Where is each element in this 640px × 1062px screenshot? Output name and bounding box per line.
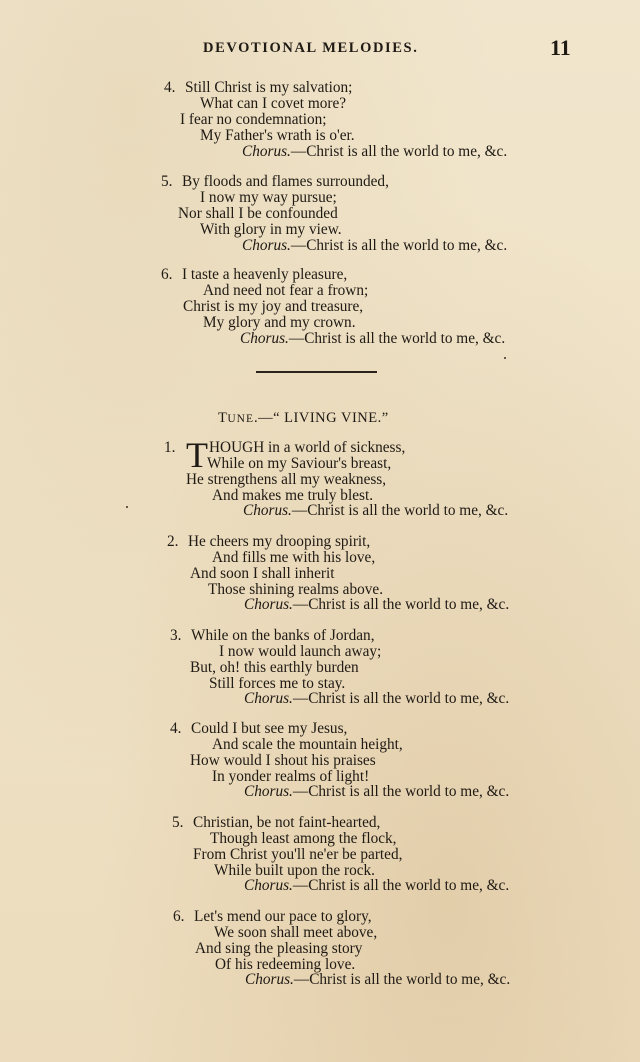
verse-line: But, oh! this earthly burden [190,659,359,676]
verse-line: And fills me with his love, [212,549,376,566]
verse-line: With glory in my view. [200,221,342,238]
chorus-text: —Christ is all the world to me, &c. [292,596,510,613]
paper-speck [504,357,506,359]
verse-line: While built upon the rock. [214,862,376,879]
verse-line: I now would launch away; [219,643,382,660]
verse-line: And scale the mountain height, [212,736,403,753]
running-title: DEVOTIONAL MELODIES. [203,40,419,56]
verse-number: 6. [161,266,173,283]
chorus-label: Chorus. [242,143,291,160]
verse-line: We soon shall meet above, [214,924,378,941]
verse-line: How would I shout his praises [190,752,376,769]
chorus-line [244,878,509,894]
chorus-label: Chorus. [245,971,294,988]
verse-line: Christian, be not faint-hearted, [193,814,381,831]
tune-prefix-rest: UNE [227,413,254,425]
verse-line: And sing the pleasing story [195,940,363,957]
verse-line: By floods and flames surrounded, [182,173,389,190]
verse-line: Could I but see my Jesus, [191,720,348,737]
verse-line: Though least among the flock, [210,830,397,847]
verse-line: While on the banks of Jordan, [191,627,375,644]
verse-line: Of his redeeming love. [215,956,356,973]
chorus-label: Chorus. [242,237,291,254]
page-number: 11 [550,35,571,60]
verse-number: 4. [170,720,182,737]
chorus-label: Chorus. [244,690,293,707]
verse-number: 5. [172,814,184,831]
verse-number: 3. [170,627,182,644]
drop-cap: T [186,435,208,475]
chorus-label: Chorus. [244,596,293,613]
chorus-label: Chorus. [244,877,293,894]
chorus-line [244,691,509,707]
chorus-label: Chorus. [244,783,293,800]
chorus-label: Chorus. [243,502,292,519]
verse-line: I taste a heavenly pleasure, [182,266,348,283]
verse-line: Still Christ is my salvation; [185,79,353,96]
tune-prefix-initial: T [218,410,228,426]
verse-line: And need not fear a frown; [203,282,369,299]
chorus-text: —Christ is all the world to me, &c. [290,143,508,160]
verse-line: He strengthens all my weakness, [186,471,387,488]
verse-number: 4. [164,79,176,96]
section-divider [256,371,377,373]
chorus-label: Chorus. [240,330,289,347]
chorus-line [242,238,507,254]
chorus-text: —Christ is all the world to me, &c. [292,877,510,894]
tune-heading [218,410,389,427]
verse-line: While on my Saviour's breast, [207,455,392,472]
chorus-line [243,503,508,519]
verse-line: And soon I shall inherit [190,565,335,582]
chorus-line [244,784,509,800]
verse-line: My glory and my crown. [203,314,356,331]
running-head [0,35,640,62]
verse-number: 6. [173,908,185,925]
verse-line: My Father's wrath is o'er. [200,127,355,144]
verse-line: And makes me truly blest. [212,487,374,504]
chorus-text: —Christ is all the world to me, &c. [292,783,510,800]
chorus-text: —Christ is all the world to me, &c. [292,690,510,707]
chorus-text: —Christ is all the world to me, &c. [290,237,508,254]
verse-line: What can I covet more? [200,95,347,112]
verse-line: I now my way pursue; [200,189,337,206]
verse-number: 2. [167,533,179,550]
chorus-text: —Christ is all the world to me, &c. [288,330,506,347]
tune-name: .—“ LIVING VINE.” [254,410,389,426]
chorus-line [240,331,505,347]
verse-number: 1. [164,439,176,456]
verse-number: 5. [161,173,173,190]
chorus-text: —Christ is all the world to me, &c. [291,502,509,519]
verse-line: Let's mend our pace to glory, [194,908,372,925]
verse-line: Those shining realms above. [208,581,384,598]
verse-line: Still forces me to stay. [209,675,346,692]
verse-line: I fear no condemnation; [180,111,327,128]
chorus-text: —Christ is all the world to me, &c. [293,971,511,988]
chorus-line [245,972,510,988]
verse-line: From Christ you'll ne'er be parted, [193,846,403,863]
paper-speck [126,506,128,508]
chorus-line [244,597,509,613]
chorus-line [242,144,507,160]
verse-line: HOUGH in a world of sickness, [209,439,406,456]
verse-line: Nor shall I be confounded [178,205,338,222]
verse-line: In yonder realms of light! [212,768,370,785]
verse-line: Christ is my joy and treasure, [183,298,364,315]
verse-line: He cheers my drooping spirit, [188,533,371,550]
